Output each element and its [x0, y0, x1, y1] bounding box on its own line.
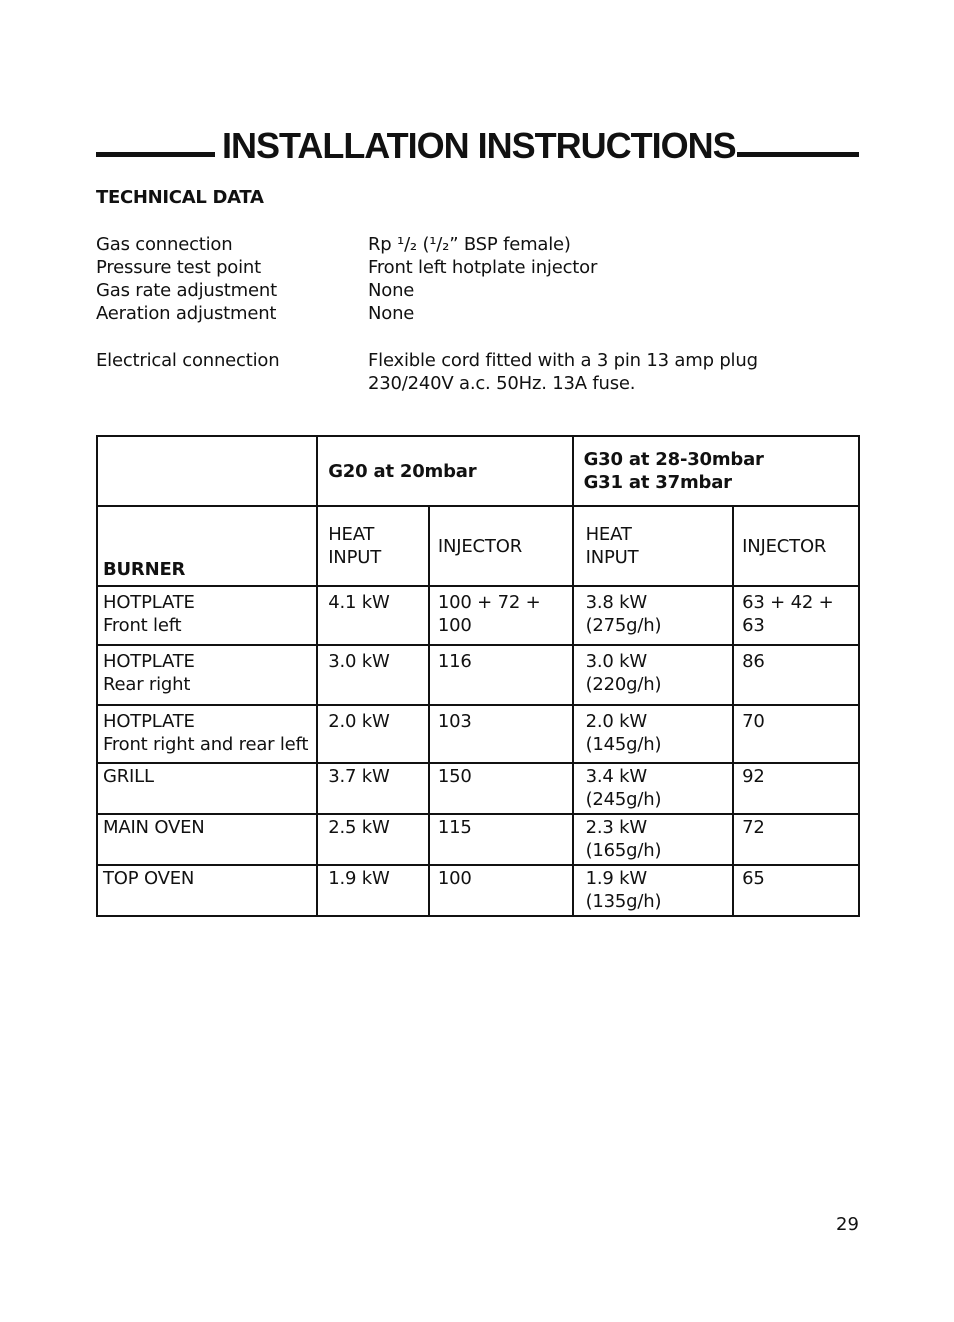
table-cell: 92 [733, 763, 859, 814]
table-row [97, 763, 859, 814]
table-header-injector: INJECTOR [733, 506, 859, 586]
table-header-empty [97, 436, 317, 506]
table-cell: 1.9 kW (135g/h) [573, 865, 734, 916]
spec-row [96, 279, 415, 302]
table-row [97, 586, 859, 645]
spec-value: Front left hotplate injector [368, 257, 598, 278]
table-cell: 70 [733, 705, 859, 763]
table-cell: 86 [733, 645, 859, 705]
title-row [96, 124, 859, 170]
table-cell: 100 [429, 865, 573, 916]
table-cell: 116 [429, 645, 573, 705]
title-rule-right [737, 152, 859, 157]
table-cell: 2.3 kW (165g/h) [573, 814, 734, 865]
spec-value: None [368, 280, 415, 301]
table-cell-burner: HOTPLATE Front right and rear left [97, 705, 317, 763]
spec-value-line2: 230/240V a.c. 50Hz. 13A fuse. [368, 373, 636, 394]
table-cell: 72 [733, 814, 859, 865]
table-row [97, 814, 859, 865]
table-cell-burner: HOTPLATE Rear right [97, 645, 317, 705]
table-header-burner: BURNER [97, 506, 317, 586]
table-cell: 115 [429, 814, 573, 865]
table-cell: 103 [429, 705, 573, 763]
spec-label: Electrical connection [96, 350, 280, 371]
table-cell: 100 + 72 + 100 [429, 586, 573, 645]
table-header-heat-input: HEAT INPUT [317, 506, 429, 586]
technical-data-table [96, 435, 860, 917]
spec-value: Rp ¹/₂ (¹/₂” BSP female) [368, 234, 571, 255]
spec-label: Gas connection [96, 234, 233, 255]
table-cell: 3.8 kW (275g/h) [573, 586, 734, 645]
table-cell: 3.0 kW (220g/h) [573, 645, 734, 705]
spec-row [96, 233, 571, 256]
spec-label: Aeration adjustment [96, 303, 277, 324]
table-subheader-row [97, 506, 859, 586]
table-row [97, 865, 859, 916]
section-heading: TECHNICAL DATA [96, 187, 264, 208]
table-cell: 1.9 kW [317, 865, 429, 916]
table-cell: 2.0 kW [317, 705, 429, 763]
table-cell: 3.4 kW (245g/h) [573, 763, 734, 814]
table-row [97, 645, 859, 705]
spec-row [96, 302, 415, 325]
table-cell: 150 [429, 763, 573, 814]
spec-label: Gas rate adjustment [96, 280, 277, 301]
table-header-g20: G20 at 20mbar [317, 436, 572, 506]
table-cell: 2.0 kW (145g/h) [573, 705, 734, 763]
table-cell: 2.5 kW [317, 814, 429, 865]
table-cell: 3.7 kW [317, 763, 429, 814]
table-cell-burner: TOP OVEN [97, 865, 317, 916]
spec-row [96, 349, 758, 372]
table-cell-burner: HOTPLATE Front left [97, 586, 317, 645]
table-header-heat-input: HEAT INPUT [573, 506, 734, 586]
spec-value: Flexible cord fitted with a 3 pin 13 amp plug [368, 350, 758, 371]
table-cell: 3.0 kW [317, 645, 429, 705]
table-cell: 4.1 kW [317, 586, 429, 645]
title-rule-left [96, 152, 215, 157]
spec-row [96, 256, 598, 279]
spec-value: None [368, 303, 415, 324]
table-cell-burner: MAIN OVEN [97, 814, 317, 865]
table-header-row [97, 436, 859, 506]
page-number: 29 [836, 1214, 859, 1235]
table-cell-burner: GRILL [97, 763, 317, 814]
page-title: INSTALLATION INSTRUCTIONS [222, 125, 736, 166]
table-header-injector: INJECTOR [429, 506, 573, 586]
table-cell: 65 [733, 865, 859, 916]
table-header-g30: G30 at 28-30mbar G31 at 37mbar [573, 436, 859, 506]
table-cell: 63 + 42 + 63 [733, 586, 859, 645]
spec-label: Pressure test point [96, 257, 261, 278]
table-row [97, 705, 859, 763]
